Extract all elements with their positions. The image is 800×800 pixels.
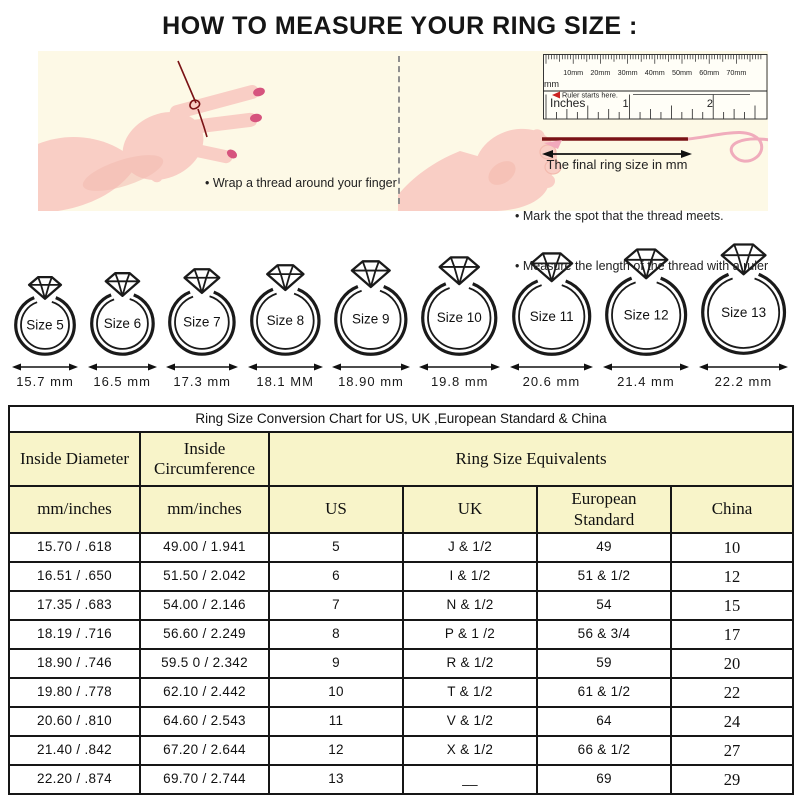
ring-diagram bbox=[164, 268, 240, 359]
table-cell: I & 1/2 bbox=[403, 562, 537, 591]
table-cell: 64 bbox=[537, 707, 671, 736]
table-cell: 15 bbox=[671, 591, 793, 620]
table-cell: 61 & 1/2 bbox=[537, 678, 671, 707]
diameter-arrow-icon bbox=[603, 362, 689, 372]
table-cell: 10 bbox=[671, 533, 793, 562]
ring-diameter-label: 22.2 mm bbox=[714, 374, 773, 389]
table-cell: 22.20 / .874 bbox=[9, 765, 140, 794]
table-cell: 15.70 / .618 bbox=[9, 533, 140, 562]
diameter-arrow-icon bbox=[88, 362, 157, 372]
table-cell: 56 & 3/4 bbox=[537, 620, 671, 649]
table-row bbox=[9, 765, 793, 794]
table-cell: 12 bbox=[269, 736, 403, 765]
ruler-mm-label: 70mm bbox=[726, 68, 747, 77]
table-cell: 54 bbox=[537, 591, 671, 620]
diameter-arrow-icon bbox=[166, 362, 238, 372]
ruler-inch-label: 1 bbox=[622, 98, 629, 110]
table-row bbox=[9, 533, 793, 562]
diamond-icon bbox=[185, 269, 220, 293]
table-cell: 18.90 / .746 bbox=[9, 649, 140, 678]
ring-item bbox=[417, 256, 502, 389]
page-title: HOW TO MEASURE YOUR RING SIZE : bbox=[162, 12, 638, 40]
table-cell: R & 1/2 bbox=[403, 649, 537, 678]
table-cell: 29 bbox=[671, 765, 793, 794]
table-cell: T & 1/2 bbox=[403, 678, 537, 707]
table-cell: 8 bbox=[269, 620, 403, 649]
table-cell: 69 bbox=[537, 765, 671, 794]
ruler-mm-label: 10mm bbox=[563, 68, 584, 77]
ring-item bbox=[86, 272, 159, 389]
ring-diagram bbox=[246, 264, 325, 359]
ruler-start-note: Ruler starts here. bbox=[562, 90, 618, 100]
table-cell: 11 bbox=[269, 707, 403, 736]
subheader-mm-inches-circumference: mm/inches bbox=[140, 486, 269, 533]
ruler-mm-label: 40mm bbox=[644, 68, 665, 77]
table-row bbox=[9, 707, 793, 736]
table-cell: __ bbox=[403, 765, 537, 794]
ring-size-label: Size 10 bbox=[437, 310, 483, 326]
ring-size-label: Size 7 bbox=[183, 314, 221, 330]
ring-diameter-label: 21.4 mm bbox=[617, 374, 675, 389]
instruction-bullet: • Measure the length of the thread with a ruler bbox=[515, 258, 769, 273]
diameter-arrow-icon bbox=[510, 362, 593, 372]
table-cell: 56.60 / 2.249 bbox=[140, 620, 269, 649]
table-cell: 19.80 / .778 bbox=[9, 678, 140, 707]
table-cell: 6 bbox=[269, 562, 403, 591]
table-cell: 49.00 / 1.941 bbox=[140, 533, 269, 562]
diameter-arrow-icon bbox=[248, 362, 323, 372]
table-cell: 22 bbox=[671, 678, 793, 707]
ruler-mm-label: 30mm bbox=[617, 68, 638, 77]
table-cell: 67.20 / 2.644 bbox=[140, 736, 269, 765]
diameter-arrow-icon bbox=[419, 362, 500, 372]
table-cell: J & 1/2 bbox=[403, 533, 537, 562]
table-cell: 62.10 / 2.442 bbox=[140, 678, 269, 707]
ring-diameter-label: 19.8 mm bbox=[430, 374, 489, 389]
table-cell: 10 bbox=[269, 678, 403, 707]
ring-diameter-label: 15.7 mm bbox=[16, 374, 74, 389]
table-cell: P & 1 /2 bbox=[403, 620, 537, 649]
ruler-inch-label: 2 bbox=[706, 98, 713, 110]
table-row bbox=[9, 620, 793, 649]
table-cell: 5 bbox=[269, 533, 403, 562]
ring-size-conversion-table bbox=[8, 405, 794, 795]
subheader-mm-inches-diameter: mm/inches bbox=[9, 486, 140, 533]
table-cell: 20.60 / .810 bbox=[9, 707, 140, 736]
subheader-european-standard: European Standard bbox=[537, 486, 671, 533]
table-cell: 12 bbox=[671, 562, 793, 591]
table-cell: 59.5 0 / 2.342 bbox=[140, 649, 269, 678]
ring-diagram bbox=[330, 260, 412, 359]
ring-size-label: Size 12 bbox=[623, 307, 669, 323]
table-cell: 59 bbox=[537, 649, 671, 678]
ruler-mm-unit: mm bbox=[544, 79, 559, 89]
ring-size-label: Size 6 bbox=[103, 315, 141, 331]
table-cell: 24 bbox=[671, 707, 793, 736]
ring-diameter-label: 16.5 mm bbox=[93, 374, 151, 389]
table-cell: 21.40 / .842 bbox=[9, 736, 140, 765]
table-cell: 49 bbox=[537, 533, 671, 562]
ring-size-label: Size 8 bbox=[266, 313, 304, 329]
table-cell: 69.70 / 2.744 bbox=[140, 765, 269, 794]
diameter-arrow-icon bbox=[12, 362, 78, 372]
table-row bbox=[9, 649, 793, 678]
table-caption: Ring Size Conversion Chart for US, UK ,European Standard & China bbox=[9, 406, 793, 432]
table-cell: 17.35 / .683 bbox=[9, 591, 140, 620]
diamond-icon bbox=[440, 257, 479, 284]
table-cell: 66 & 1/2 bbox=[537, 736, 671, 765]
final-size-label: The final ring size in mm bbox=[546, 157, 688, 172]
ring-item bbox=[246, 264, 325, 389]
table-cell: 51.50 / 2.042 bbox=[140, 562, 269, 591]
ring-diameter-label: 18.90 mm bbox=[338, 374, 404, 389]
table-cell: 7 bbox=[269, 591, 403, 620]
ruler-mm-label: 60mm bbox=[699, 68, 720, 77]
subheader-china: China bbox=[671, 486, 793, 533]
header-inside-diameter: Inside Diameter bbox=[9, 432, 140, 486]
ring-diagram bbox=[417, 256, 502, 359]
ring-diameter-label: 17.3 mm bbox=[173, 374, 231, 389]
table-cell: 18.19 / .716 bbox=[9, 620, 140, 649]
table-row bbox=[9, 736, 793, 765]
ring-diameter-label: 18.1 MM bbox=[256, 374, 314, 389]
instruction-right-bullets bbox=[515, 175, 768, 307]
subheader-uk: UK bbox=[403, 486, 537, 533]
ring-item bbox=[330, 260, 412, 389]
table-cell: 27 bbox=[671, 736, 793, 765]
left-hand-illustration bbox=[38, 83, 266, 211]
ruler-mm-label: 20mm bbox=[590, 68, 611, 77]
instruction-bullet: • Mark the spot that the thread meets. bbox=[515, 209, 724, 223]
diamond-icon bbox=[267, 265, 303, 290]
table-row bbox=[9, 562, 793, 591]
table-cell: X & 1/2 bbox=[403, 736, 537, 765]
ring-diagram bbox=[10, 276, 80, 359]
table-cell: 54.00 / 2.146 bbox=[140, 591, 269, 620]
ring-size-label: Size 5 bbox=[26, 317, 64, 333]
table-cell: N & 1/2 bbox=[403, 591, 537, 620]
table-cell: 20 bbox=[671, 649, 793, 678]
table-cell: 16.51 / .650 bbox=[9, 562, 140, 591]
instruction-left-bullet: • Wrap a thread around your finger bbox=[205, 176, 397, 190]
diamond-icon bbox=[105, 273, 138, 296]
header-inside-circumference: Inside Circumference bbox=[140, 432, 269, 486]
subheader-us: US bbox=[269, 486, 403, 533]
ring-item bbox=[10, 276, 80, 389]
ring-size-label: Size 13 bbox=[720, 304, 766, 320]
ring-diameter-label: 20.6 mm bbox=[522, 374, 581, 389]
diamond-icon bbox=[352, 261, 390, 287]
ruler-mm-label: 50mm bbox=[672, 68, 692, 77]
table-row bbox=[9, 591, 793, 620]
table-row bbox=[9, 678, 793, 707]
table-cell: 13 bbox=[269, 765, 403, 794]
ring-diagram bbox=[86, 272, 159, 359]
ring-item bbox=[164, 268, 240, 389]
table-cell: 64.60 / 2.543 bbox=[140, 707, 269, 736]
panel-divider bbox=[398, 56, 400, 204]
instruction-panel bbox=[38, 51, 769, 273]
header-ring-size-equivalents: Ring Size Equivalents bbox=[269, 432, 793, 486]
table-cell: 17 bbox=[671, 620, 793, 649]
ring-size-label: Size 9 bbox=[352, 311, 390, 327]
diameter-arrow-icon bbox=[332, 362, 410, 372]
table-cell: V & 1/2 bbox=[403, 707, 537, 736]
diameter-arrow-icon bbox=[699, 362, 788, 372]
diamond-icon bbox=[29, 277, 61, 299]
table-cell: 9 bbox=[269, 649, 403, 678]
ruler-inches-label: Inches bbox=[550, 96, 586, 110]
table-cell: 51 & 1/2 bbox=[537, 562, 671, 591]
ring-size-label: Size 11 bbox=[529, 308, 574, 324]
